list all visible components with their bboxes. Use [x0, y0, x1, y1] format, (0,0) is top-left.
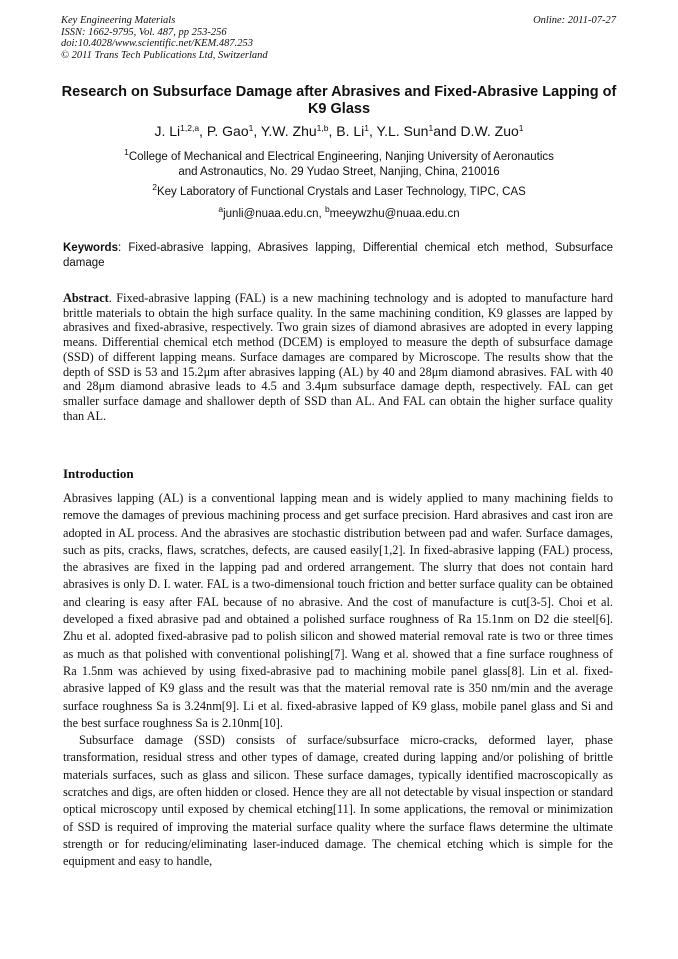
author: [261, 123, 336, 139]
author-name: P. Gao: [206, 123, 249, 139]
affiliation-2: [60, 182, 618, 200]
introduction-body: [63, 490, 613, 871]
author-name: Y.L. Sun: [376, 123, 429, 139]
publication-info: [61, 15, 381, 61]
abstract: [63, 291, 613, 423]
issn-line: ISSN: 1662-9795, Vol. 487, pp 253-256: [61, 26, 227, 38]
author: [207, 123, 261, 139]
author-sep: ,: [199, 123, 207, 139]
keywords-label: Keywords: [63, 242, 118, 254]
email-address: meeywzhu@nuaa.edu.cn: [329, 208, 460, 220]
author: [154, 123, 206, 139]
journal-name: Key Engineering Materials: [61, 15, 176, 26]
affiliation-text: and Astronautics, No. 29 Yudao Street, Nanjing, China, 210016: [178, 165, 500, 178]
author-sup: 1: [248, 123, 254, 133]
affiliation-sup: 2: [152, 182, 157, 192]
keywords: [63, 241, 613, 270]
email-sup: b: [324, 204, 330, 214]
online-date: Online: 2011-07-27: [533, 15, 616, 26]
author-sup: 1: [518, 123, 524, 133]
affiliation-1: [60, 147, 618, 179]
author-sep: ,: [328, 123, 337, 139]
author-sup: 1,2,a: [180, 123, 200, 133]
author-name: D.W. Zuo: [460, 123, 519, 139]
keywords-text: : Fixed-abrasive lapping, Abrasives lapping, Differential chemical etch method, Subsurface damage: [63, 242, 613, 269]
author-name: B. Li: [336, 123, 365, 139]
affiliation-text: Key Laboratory of Functional Crystals and Laser Technology, TIPC, CAS: [156, 186, 526, 198]
author-sup: 1: [364, 123, 370, 133]
author-name: Y.W. Zhu: [260, 123, 317, 139]
doi-line: doi:10.4028/www.scientific.net/KEM.487.253: [61, 38, 253, 49]
abstract-label: Abstract: [63, 291, 109, 305]
author-sup: 1,b: [316, 123, 329, 133]
abstract-text: . Fixed-abrasive lapping (FAL) is a new machining technology and is adopted to manufacture hard brittle materials to obtain the high surface quality. In the same machining condition, K9 glasses are lapped by abrasives and fixed-abrasive, respectively. Two grain sizes of diamond abrasives are adopted in every lapping means. Differential chemical etch method (DCEM) is employed to measure the depth of subsurface damage (SSD) of different lapping means. Surface damages are compared by Microscope. The results show that the depth of SSD is 53 and 15.2μm after abrasives lapping (AL) by 40 and 28μm diamond abrasives. FAL with 40 and 28μm diamond abrasive leads to 4.5 and 3.4μm subsurface damage depth, respectively. FAL can get smaller surface damage and shallower depth of SSD than AL. And FAL can obtain the higher surface quality than AL.: [63, 291, 613, 423]
email-address: junli@nuaa.edu.cn: [223, 208, 319, 220]
author: [336, 123, 376, 139]
author-list: [60, 123, 618, 140]
affiliation-sup: 1: [124, 147, 129, 157]
author-sup: 1: [428, 123, 434, 133]
author: [460, 123, 523, 139]
email-sup: a: [218, 204, 224, 214]
section-heading: Introduction: [63, 466, 134, 481]
author-sep: ,: [369, 123, 377, 139]
author-sep: and: [433, 123, 461, 139]
paragraph: Subsurface damage (SSD) consists of surface/subsurface micro-cracks, deformed layer, phase transformation, residual stress and other types of damage, created during lapping and/or polishing of brittle materials surfaces, such as glass and silicon. These surface damages, typically identified macroscopically as scratches and digs, are often hidden or closed. Hence they are all not detectable by visual inspection or standard optical microscopy until exposed by chemical etching[11]. In some applications, the removal or minimization of SSD is required of improving the material surface quality where the surface flaws determine the ultimate strength or for reducing/eliminating laser-induced damage. The chemical etching which is simple for the equipment and easy to handle,: [63, 733, 613, 869]
author: [377, 123, 461, 139]
author-name: J. Li: [154, 123, 181, 139]
author-sep: ,: [253, 123, 261, 139]
copyright-line: © 2011 Trans Tech Publications Ltd, Switzerland: [61, 49, 268, 61]
paper-title: Research on Subsurface Damage after Abrasives and Fixed-Abrasive Lapping of K9 Glass: [61, 84, 617, 117]
paragraph: Abrasives lapping (AL) is a conventional lapping mean and is widely applied to many machining fields to remove the damages of previous machining process and get surface precision. Hard abrasives and cast iron are adopted in AL process. And the abrasives are stochastic distribution between pad and wafer. Surface damages, such as pits, cracks, flaws, scratches, defects, are caused easily[1,2]. In fixed-abrasive lapping (FAL) process, the abrasives are fixed in the lapping pad and ordered arrangement. The slurry that does not contain hard abrasives is only D. I. water. FAL is a two-dimensional touch friction and better surface quality can be obtained and clearing is easy after FAL because of no abrasive. And the cost of manufacture is cut[3-5]. Choi et al. developed a fixed abrasive pad and obtained a polished surface roughness of Ra 15.1nm on D2 die steel[6]. Zhu et al. adopted fixed-abrasive pad to polish silicon and showed material removal rate is two or three times as much as that polished with conventional polishing[7]. Wang et al. showed that a fine surface roughness of Ra 1.5nm was achieved by using fixed-abrasive pad to machining mobile panel glass[8]. Lin et al. fixed-abrasive lapped of K9 glass and the result was that the material removal rate is 350 nm/min and the average surface roughness Sa is 3.24nm[9]. Li et al. fixed-abrasive lapped of K9 glass, mobile panel glass and Si and the best surface roughness Sa is 2.10nm[10].: [63, 491, 613, 730]
email-line: [60, 204, 618, 222]
affiliation-text: College of Mechanical and Electrical Engineering, Nanjing University of Aeronautics: [128, 151, 554, 163]
email-sep: ,: [318, 208, 325, 220]
